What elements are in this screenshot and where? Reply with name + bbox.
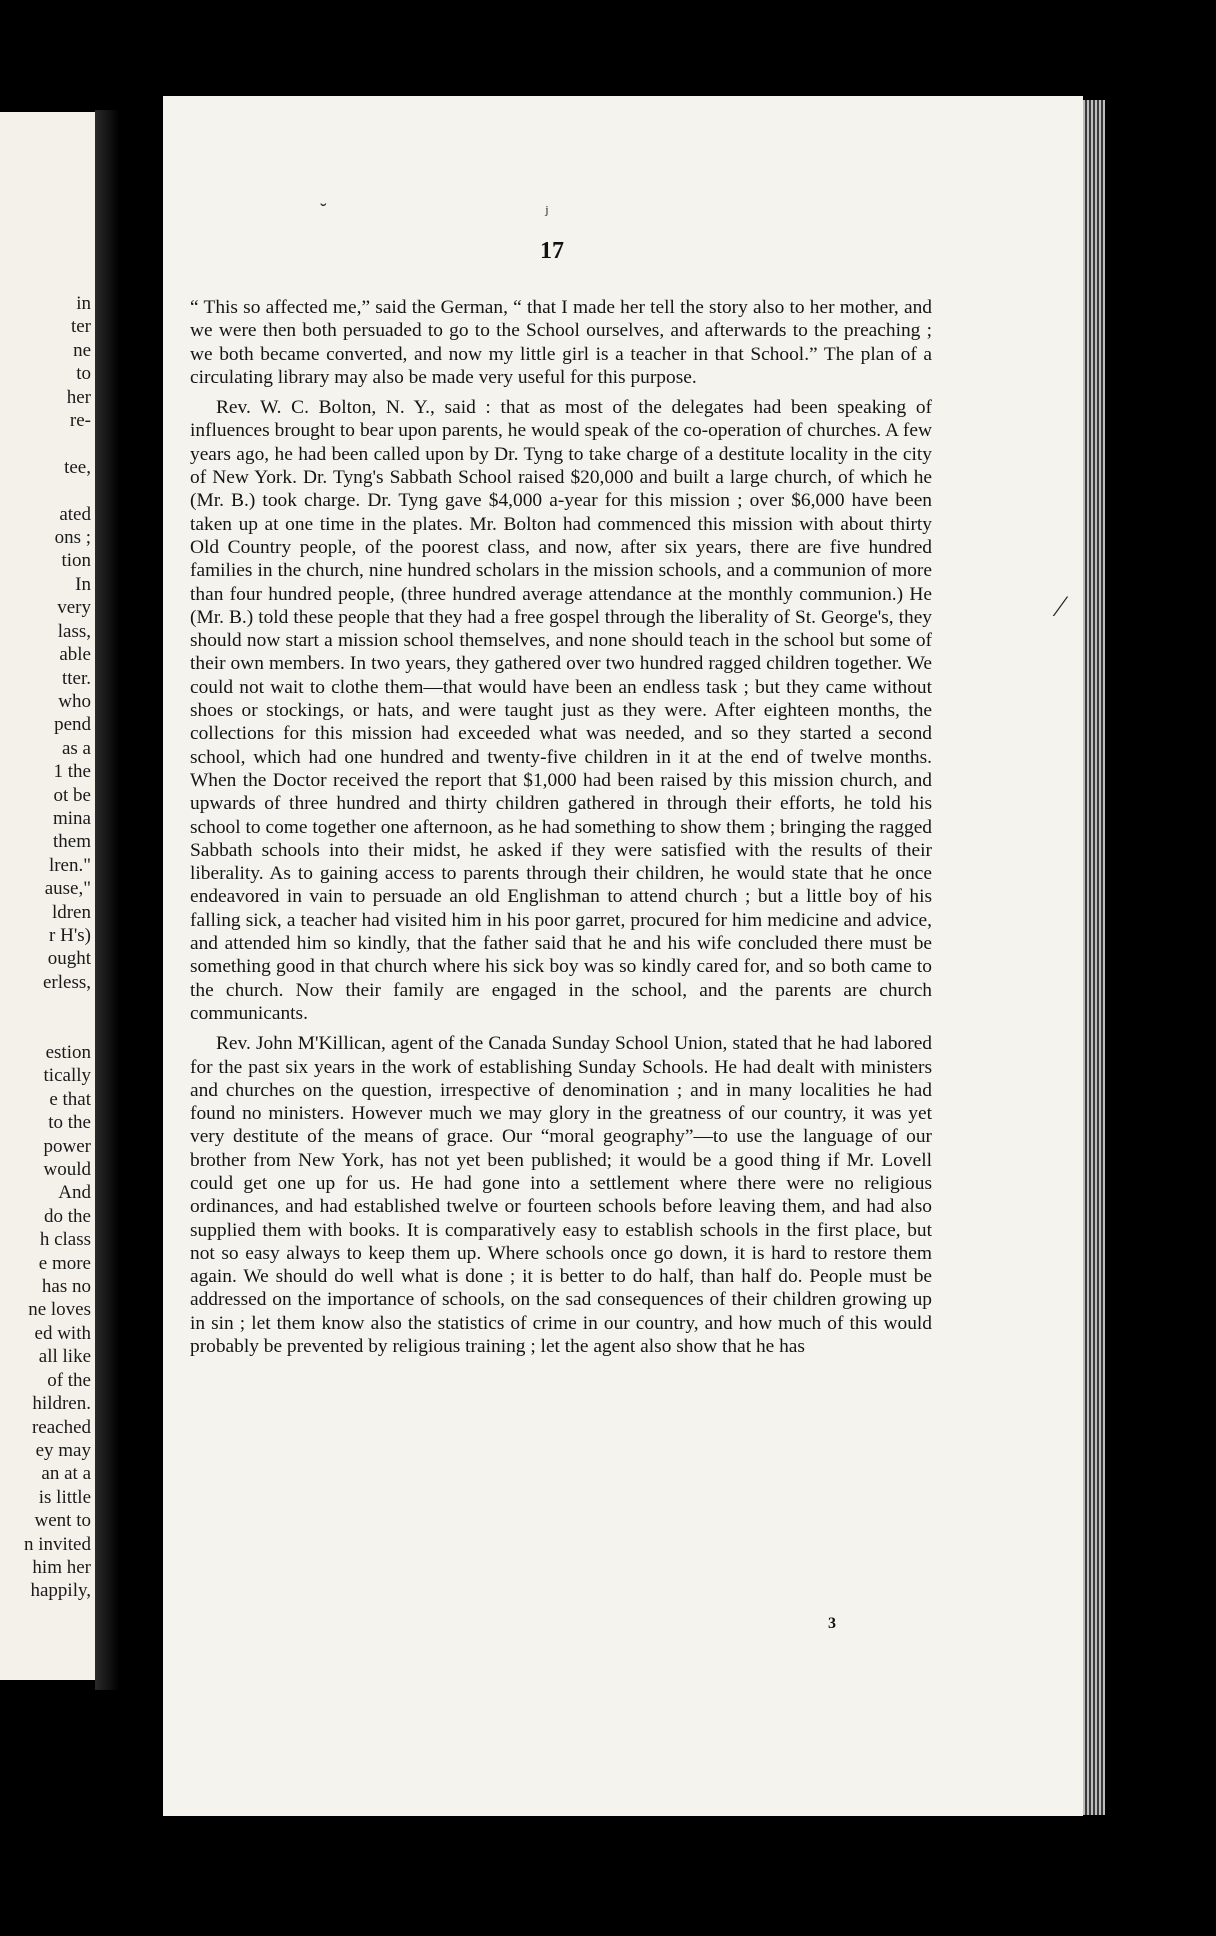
facing-page-line: has no (41, 1276, 91, 1298)
facing-page-line: h class (39, 1229, 91, 1251)
facing-page-line: ons ; (54, 527, 91, 549)
facing-page-line: is little (38, 1486, 91, 1508)
facing-page-line: ot be (53, 784, 91, 806)
facing-page-line: her (66, 386, 91, 408)
facing-page-text-fragments (0, 292, 91, 1603)
facing-page-line: lass, (57, 620, 91, 642)
facing-page-line: power (43, 1135, 91, 1157)
facing-page-line: ed with (34, 1322, 91, 1344)
facing-page-line (0, 1018, 91, 1041)
facing-page-line: ter (70, 316, 91, 338)
facing-page-line: And (58, 1182, 91, 1204)
page-edges (1083, 100, 1105, 1815)
facing-page-left (0, 112, 95, 1680)
facing-page-line: ated (59, 503, 91, 525)
facing-page-line: to (76, 363, 91, 385)
facing-page-line: erless, (42, 971, 91, 993)
facing-page-line: estion (45, 1042, 91, 1063)
facing-page-line: them (53, 831, 91, 853)
ink-speck: ʲ (545, 202, 549, 224)
facing-page-line: happily, (30, 1580, 91, 1602)
facing-page-line: lren." (48, 854, 91, 876)
paragraph-german-quote: “ This so affected me,” said the German, “ that I made her tell the story also to her mother, and we were then both persuaded to go to the School ourselves, and afterwards to the preaching ; we both became converted, and now my little girl is a teacher in that School.” The plan of a circulating library may also be made very useful for this purpose. (190, 297, 932, 388)
facing-page-line: as a (61, 737, 91, 759)
page-number: 17 (540, 238, 564, 264)
facing-page-line: n invited (23, 1533, 91, 1555)
facing-page-line: tically (43, 1065, 91, 1087)
facing-page-line: him her (32, 1556, 91, 1578)
facing-page-line: to the (48, 1112, 91, 1134)
facing-page-line (0, 994, 91, 1017)
facing-page-line: who (58, 690, 91, 712)
facing-page-line: in (76, 293, 91, 314)
book-gutter (95, 110, 165, 1690)
facing-page-line: ought (47, 948, 91, 970)
facing-page-line: ldren (51, 901, 91, 923)
facing-page-line: tee, (64, 456, 91, 478)
facing-page-line: pend (54, 714, 91, 736)
facing-page-line: ey may (35, 1439, 91, 1461)
facing-page-line (0, 432, 91, 455)
facing-page-line: an at a (41, 1463, 91, 1485)
facing-page-line: mina (53, 807, 91, 829)
facing-page-line: of the (47, 1369, 91, 1391)
facing-page-line: re- (69, 410, 91, 432)
facing-page-line: very (57, 597, 91, 619)
facing-page-line (0, 479, 91, 502)
facing-page-line: e that (49, 1088, 91, 1110)
facing-page-line: all like (38, 1346, 91, 1368)
ink-speck: ˘ (320, 200, 327, 222)
facing-page-line: do the (44, 1205, 91, 1227)
body-text (190, 296, 932, 1365)
facing-page-line: would (43, 1159, 91, 1181)
facing-page-line: ne (73, 339, 91, 361)
facing-page-line: e more (38, 1252, 91, 1274)
paragraph-mkillican: Rev. John M'Killican, agent of the Canada Sunday School Union, stated that he had labored for the past six years in the work of establishing Sunday Schools. He had dealt with ministers and churches on the question, irrespective of denomination ; and in many localities he had found no ministers. However much we may glory in the greatness of our country, it was yet very destitute of the means of grace. Our “moral geography”—to use the language of our brother from New York, has not yet been published; it would be a good thing if Mr. Lovell could get one up for us. He had gone into a settlement where there were no religious ordinances, and had established twelve or fourteen schools before leaving them, and had also supplied them with books. It is comparatively easy to establish schools in the first place, but not so easy always to keep them up. Where schools once go down, it is hard to restore them again. We should do well what is done ; it is better to do half, than half do. People must be addressed on the importance of schools, on the sad consequences of their children growing up in sin ; let them know also the statistics of crime in our country, and how much of this would probably be prevented by religious training ; let the agent also show that he has (190, 1033, 932, 1358)
facing-page-line: ause," (44, 878, 91, 900)
facing-page-line: 1 the (53, 761, 91, 783)
facing-page-line: In (75, 573, 91, 595)
facing-page-line: r H's) (49, 924, 91, 946)
facing-page-line: went to (34, 1510, 91, 1532)
pencil-mark: ⁄ (1058, 590, 1064, 623)
facing-page-line: ne loves (28, 1299, 91, 1321)
facing-page-line: tion (61, 550, 91, 572)
facing-page-line: tter. (61, 667, 91, 689)
signature-mark: 3 (828, 1615, 836, 1632)
facing-page-line: able (59, 644, 91, 666)
facing-page-line: hildren. (32, 1393, 91, 1415)
paragraph-bolton: Rev. W. C. Bolton, N. Y., said : that as most of the delegates had been speaking of influences brought to bear upon parents, he would speak of the co-operation of churches. A few years ago, he had been called upon by Dr. Tyng to take charge of a destitute locality in the city of New York. Dr. Tyng's Sabbath School raised $20,000 and built a large church, of which he (Mr. B.) took charge. Dr. Tyng gave $4,000 a-year for this mission ; over $6,000 have been taken up at one time in the plates. Mr. Bolton had commenced this mission with about thirty Old Country people, of the poorest class, and now, after six years, there are five hundred families in the church, nine hundred scholars in the mission schools, and a communion of more than four hundred people, (three hundred average attendance at the monthly communion.) He (Mr. B.) told these people that they had a free gospel through the liberality of St. George's, they should now start a mission school themselves, and none should teach in the school but some of their own members. In two years, they gathered over two hundred ragged children together. We could not wait to clothe them—that would have been an endless task ; but they came without shoes or stockings, or hats, and were taught just as they were. After eighteen months, the collections for this mission had exceeded what was needed, and so they started a second school, which had one hundred and twenty-five children in it at the end of twelve months. When the Doctor received the report that $1,000 had been raised by this mission church, and upwards of three hundred and thirty children gathered in through their efforts, he told his school to come together one afternoon, as he had something to show them ; bringing the ragged Sabbath schools into their midst, he asked if they were satisfied with the results of their liberality. As to gaining access to parents through their children, he would state that he once endeavored in vain to persuade an old Englishman to attend church ; but a little boy of his falling sick, a teacher had visited him in his poor garret, procured for him medicine and advice, and attended him so kindly, that the father said that he and his wife concluded there must be something good in that church where his sick boy was so kindly cared for, and so both came to the church. Now their family are engaged in the school, and the parents are church communicants. (190, 397, 932, 1024)
facing-page-line: reached (31, 1416, 91, 1438)
